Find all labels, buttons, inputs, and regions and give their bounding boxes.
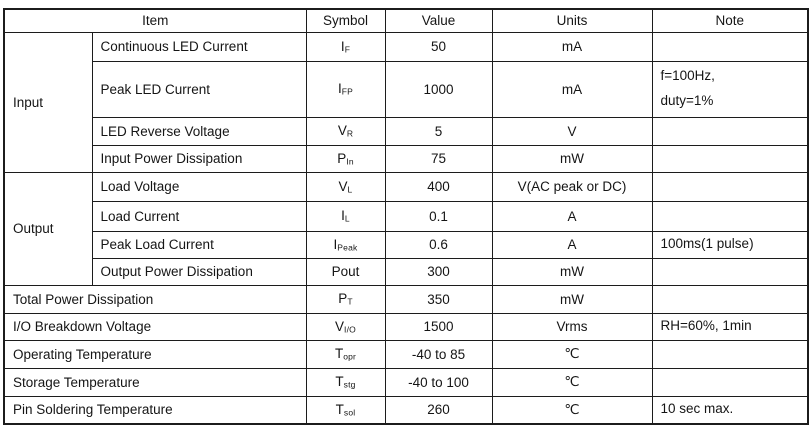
symbol-cell bbox=[306, 145, 385, 172]
symbol-base: T bbox=[335, 402, 344, 417]
value-cell: -40 to 100 bbox=[385, 368, 492, 396]
symbol-subscript: Peak bbox=[337, 242, 358, 253]
units-cell: mW bbox=[492, 145, 652, 172]
symbol-base: I bbox=[338, 81, 342, 97]
units-cell: mA bbox=[492, 32, 652, 61]
table-row bbox=[4, 368, 808, 396]
units-cell: ℃ bbox=[492, 340, 652, 368]
value-cell: 50 bbox=[385, 32, 492, 61]
item-cell: Pin Soldering Temperature bbox=[4, 396, 306, 424]
symbol-subscript: T bbox=[347, 296, 353, 307]
note-cell bbox=[652, 201, 808, 231]
value-cell: 350 bbox=[385, 285, 492, 313]
symbol-cell bbox=[306, 368, 385, 396]
units-cell: mW bbox=[492, 258, 652, 285]
value-cell: -40 to 85 bbox=[385, 340, 492, 368]
value-cell: 400 bbox=[385, 172, 492, 201]
value-cell: 300 bbox=[385, 258, 492, 285]
item-cell: Storage Temperature bbox=[4, 368, 306, 396]
symbol-subscript: In bbox=[346, 156, 354, 167]
symbol-cell bbox=[306, 340, 385, 368]
item-cell: I/O Breakdown Voltage bbox=[4, 313, 306, 340]
symbol-subscript: sol bbox=[343, 407, 356, 418]
symbol-base: I bbox=[333, 236, 338, 252]
note-cell bbox=[652, 368, 808, 396]
symbol-cell bbox=[306, 172, 385, 201]
table-row bbox=[4, 117, 808, 145]
symbol-cell bbox=[306, 313, 385, 340]
item-cell: Peak LED Current bbox=[92, 61, 306, 117]
units-cell: mW bbox=[492, 285, 652, 313]
units-cell: A bbox=[492, 201, 652, 231]
value-cell: 5 bbox=[385, 117, 492, 145]
symbol-base: V bbox=[337, 123, 347, 139]
table-row bbox=[4, 145, 808, 172]
maximum-ratings-table bbox=[3, 8, 809, 425]
item-cell: Operating Temperature bbox=[4, 340, 306, 368]
units-cell: ℃ bbox=[492, 368, 652, 396]
symbol-base: Pout bbox=[331, 263, 360, 279]
units-cell: mA bbox=[492, 61, 652, 117]
table-row bbox=[4, 172, 808, 201]
note-line: f=100Hz, bbox=[660, 68, 715, 84]
note-cell bbox=[652, 340, 808, 368]
symbol-subscript: R bbox=[346, 128, 354, 139]
value-cell: 0.1 bbox=[385, 201, 492, 231]
symbol-base: I bbox=[340, 38, 345, 54]
row-group-input: Input bbox=[4, 32, 92, 172]
symbol-cell bbox=[306, 32, 385, 61]
symbol-base: T bbox=[335, 374, 344, 390]
symbol-base: I bbox=[341, 208, 345, 224]
col-header-symbol: Symbol bbox=[306, 9, 385, 32]
symbol-base: P bbox=[337, 150, 347, 166]
symbol-cell bbox=[306, 61, 385, 117]
note-line: RH=60%, 1min bbox=[660, 318, 752, 334]
note-cell bbox=[652, 145, 808, 172]
item-cell: Peak Load Current bbox=[92, 231, 306, 258]
table-row bbox=[4, 201, 808, 231]
note-cell bbox=[652, 61, 808, 117]
symbol-subscript: opr bbox=[343, 351, 357, 362]
col-header-note: Note bbox=[652, 9, 808, 32]
item-cell: Load Voltage bbox=[92, 172, 306, 201]
units-cell: V bbox=[492, 117, 652, 145]
item-cell: Load Current bbox=[92, 201, 306, 231]
row-group-output: Output bbox=[4, 172, 92, 285]
item-cell: Output Power Dissipation bbox=[92, 258, 306, 285]
table-row bbox=[4, 32, 808, 61]
value-cell: 0.6 bbox=[385, 231, 492, 258]
item-cell: Input Power Dissipation bbox=[92, 145, 306, 172]
value-cell: 260 bbox=[385, 396, 492, 424]
symbol-subscript: L bbox=[347, 184, 353, 195]
symbol-cell bbox=[306, 117, 385, 145]
col-header-value: Value bbox=[385, 9, 492, 32]
table-row bbox=[4, 396, 808, 424]
item-cell: Total Power Dissipation bbox=[4, 285, 306, 313]
table-row bbox=[4, 258, 808, 285]
units-cell: V(AC peak or DC) bbox=[492, 172, 652, 201]
table-row bbox=[4, 285, 808, 313]
symbol-subscript: I/O bbox=[344, 324, 356, 335]
table-row bbox=[4, 313, 808, 340]
symbol-cell bbox=[306, 258, 385, 285]
symbol-cell bbox=[306, 201, 385, 231]
table-row bbox=[4, 231, 808, 258]
item-cell: Continuous LED Current bbox=[92, 32, 306, 61]
symbol-cell bbox=[306, 285, 385, 313]
value-cell: 75 bbox=[385, 145, 492, 172]
note-cell bbox=[652, 313, 808, 340]
symbol-base: V bbox=[338, 178, 348, 194]
table-row bbox=[4, 340, 808, 368]
note-line: 100ms(1 pulse) bbox=[660, 236, 754, 252]
note-line: duty=1% bbox=[660, 93, 714, 108]
symbol-subscript: stg bbox=[343, 379, 356, 390]
item-cell: LED Reverse Voltage bbox=[92, 117, 306, 145]
symbol-subscript: F bbox=[344, 44, 351, 55]
value-cell: 1500 bbox=[385, 313, 492, 340]
table-row bbox=[4, 61, 808, 117]
symbol-base: V bbox=[335, 318, 345, 334]
value-cell: 1000 bbox=[385, 61, 492, 117]
symbol-cell bbox=[306, 396, 385, 424]
note-cell bbox=[652, 396, 808, 424]
note-cell bbox=[652, 231, 808, 258]
units-cell: Vrms bbox=[492, 313, 652, 340]
note-cell bbox=[652, 32, 808, 61]
symbol-base: P bbox=[338, 291, 348, 307]
col-header-units: Units bbox=[492, 9, 652, 32]
note-cell bbox=[652, 117, 808, 145]
note-line: 10 sec max. bbox=[660, 401, 734, 417]
symbol-base: T bbox=[334, 346, 344, 362]
units-cell: A bbox=[492, 231, 652, 258]
symbol-subscript: FP bbox=[341, 86, 354, 97]
symbol-subscript: L bbox=[344, 213, 350, 224]
col-header-item: Item bbox=[4, 9, 306, 32]
units-cell: ℃ bbox=[492, 396, 652, 424]
header-row bbox=[4, 9, 808, 32]
note-cell bbox=[652, 258, 808, 285]
symbol-cell bbox=[306, 231, 385, 258]
note-cell bbox=[652, 172, 808, 201]
note-cell bbox=[652, 285, 808, 313]
